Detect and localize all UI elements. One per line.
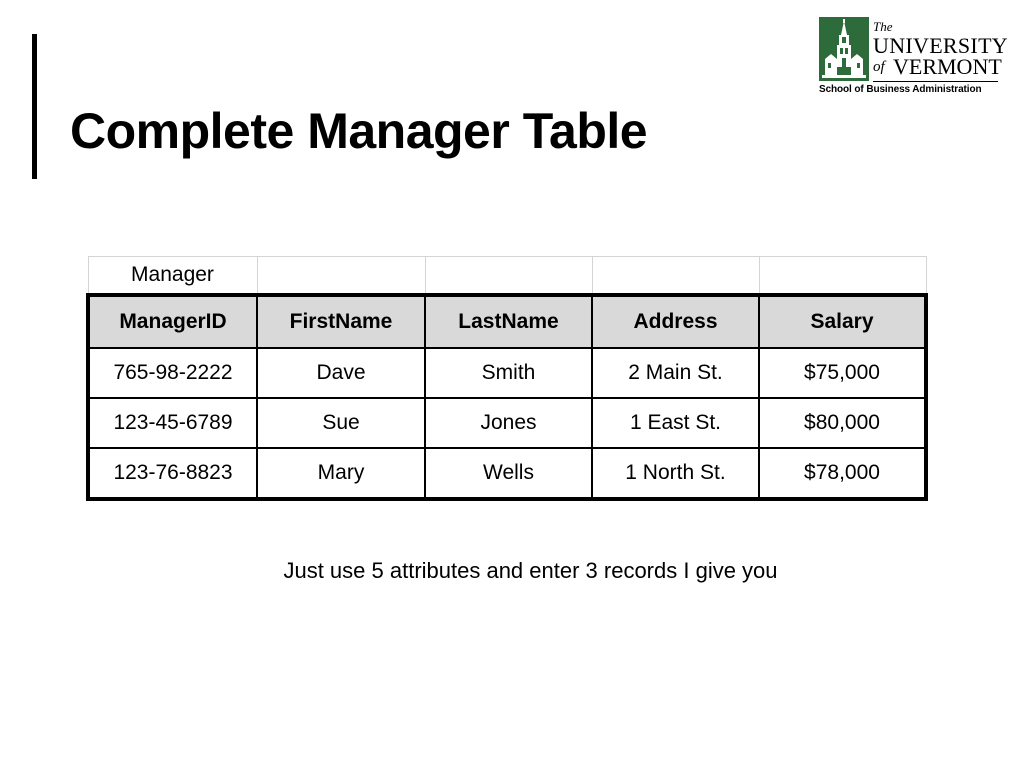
cell-salary: $78,000: [759, 448, 926, 499]
table-row: [88, 448, 926, 499]
logo-school-text: School of Business Administration: [819, 84, 982, 95]
cell-lastname: Jones: [425, 398, 592, 448]
entity-name-cell: Manager: [88, 257, 257, 296]
cell-firstname: Dave: [257, 348, 425, 398]
column-header-lastname: LastName: [425, 295, 592, 348]
column-header-address: Address: [592, 295, 759, 348]
cell-firstname: Sue: [257, 398, 425, 448]
cell-address: 1 North St.: [592, 448, 759, 499]
cell-managerid: 123-45-6789: [88, 398, 257, 448]
cell-salary: $75,000: [759, 348, 926, 398]
empty-cell: [759, 257, 926, 296]
empty-cell: [425, 257, 592, 296]
title-accent-bar: [32, 34, 37, 179]
cell-salary: $80,000: [759, 398, 926, 448]
cell-lastname: Smith: [425, 348, 592, 398]
table-header-row: [88, 295, 926, 348]
column-header-managerid: ManagerID: [88, 295, 257, 348]
logo-of-text: of: [873, 59, 885, 75]
column-header-firstname: FirstName: [257, 295, 425, 348]
instruction-text: Just use 5 attributes and enter 3 records I give you: [283, 558, 778, 583]
manager-table: [86, 256, 928, 501]
cell-lastname: Wells: [425, 448, 592, 499]
column-header-salary: Salary: [759, 295, 926, 348]
logo-the-text: The: [873, 19, 893, 34]
cell-address: 2 Main St.: [592, 348, 759, 398]
cell-firstname: Mary: [257, 448, 425, 499]
tower-emblem-icon: [819, 17, 869, 81]
cell-address: 1 East St.: [592, 398, 759, 448]
logo-university-text: UNIVERSITY: [873, 33, 1008, 58]
table-row: [88, 398, 926, 448]
manager-table-container: [86, 256, 928, 501]
cell-managerid: 123-76-8823: [88, 448, 257, 499]
university-logo: [818, 16, 1008, 98]
table-caption-row: [88, 257, 926, 296]
cell-managerid: 765-98-2222: [88, 348, 257, 398]
logo-vermont-text: VERMONT: [893, 54, 1002, 79]
empty-cell: [257, 257, 425, 296]
table-row: [88, 348, 926, 398]
logo-divider: [873, 81, 998, 82]
empty-cell: [592, 257, 759, 296]
slide-title: Complete Manager Table: [70, 103, 648, 159]
